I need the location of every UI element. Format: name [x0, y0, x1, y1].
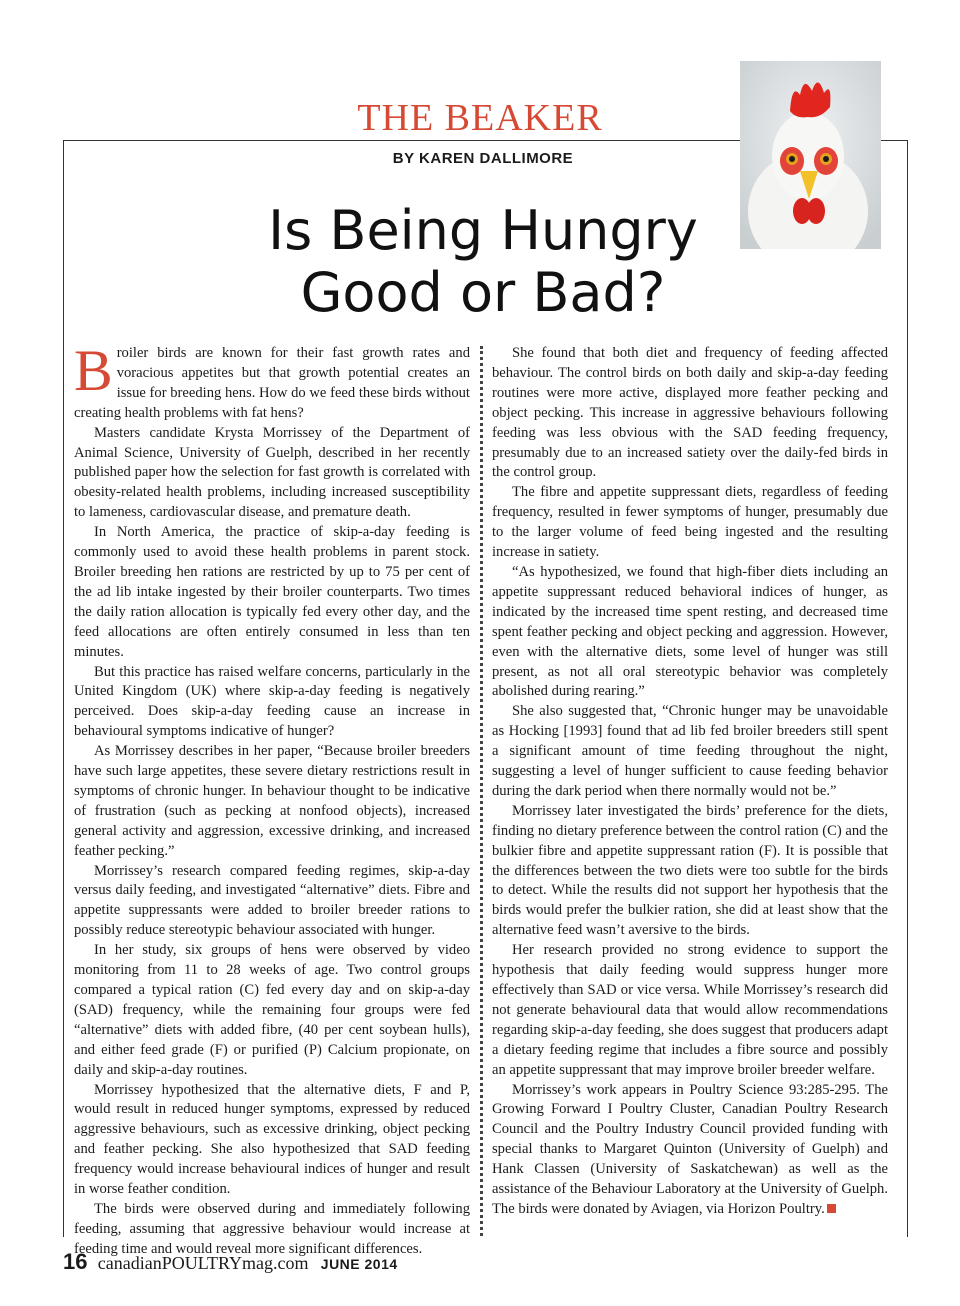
paragraph: She also suggested that, “Chronic hunger may be unavoidable as Hocking [1993] found that ad lib fed broiler breeders still spent a significant amount of time feeding throughout the night, suggesting a level of hunger sufficient to cause feeding behavior during the dark period when there normally would not be.”: [492, 703, 888, 799]
paragraph: Morrissey later investigated the birds’ preference for the diets, finding no dietary preference between the control ration (C) and the bulkier fibre and appetite suppressant ration (F). It is possible that the differences between the two diets were too subtle for the birds to detect. While the results did not support her hypothesis that the birds would prefer the bulkier ration, she did at least show that the alternative feed wasn’t aversive to the birds.: [492, 802, 888, 939]
paragraph: Masters candidate Krysta Morrissey of the Department of Animal Science, University of Guelph, described in her recently published paper how the selection for fast growth is correlated with obesity-related health problems, including increased susceptibility to lameness, cardiovascular disease, and premature death.: [74, 424, 470, 521]
paragraph-text: Morrissey’s work appears in Poultry Science 93:285-295. The Growing Forward I Poultry Cluster, Canadian Poultry Research Council and the Poultry Industry Council provided funding with special thanks to Margaret Quinton (University of Guelph) and Hank Classen (University of Saskatchewan) as well as the assistance of the Behaviour Laboratory at the University of Guelph. The birds were donated by Aviagen, via Horizon Poultry.: [492, 1081, 888, 1217]
right-column: [492, 344, 888, 1220]
paragraph: As Morrissey describes in her paper, “Because broiler breeders have such large appetites, these severe dietary restrictions result in symptoms of chronic hunger. In behaviour thought to be indicative of frustration (such as pecking at nonfood objects), increased general activity and aggression, excessive drinking, and increased feather pecking.”: [74, 743, 470, 859]
magazine-domain: canadianPOULTRYmag.com: [97, 1253, 309, 1273]
paragraph: But this practice has raised welfare concerns, particularly in the United Kingdom (UK) where skip-a-day feeding is negatively perceived. Does skip-a-day feeding cause an increase in behavioural symptoms indicative of hunger?: [74, 663, 470, 740]
paragraph: Her research provided no strong evidence to support the hypothesis that daily feeding would suppress hunger more effectively than SAD or vice versa. While Morrissey’s research did not generate behavioural data that would allow recommendations regarding skip-a-day feeding, she does suggest that producers adapt a dietary feeding regime that includes a fibre source and possibly an appetite suppressant that may improve broiler breeder welfare.: [492, 942, 888, 1078]
headline-line-2: Good or Bad?: [300, 261, 666, 324]
drop-cap: B: [74, 338, 113, 403]
page-number: 16: [63, 1249, 88, 1274]
section-title-text: THE BEAKER: [347, 97, 612, 139]
paragraph: The birds were observed during and immediately following feeding, assuming that aggressive behaviour would increase at feeding time and would reveal more significant differences.: [74, 1200, 470, 1257]
headline-line-1: Is Being Hungry: [268, 199, 698, 262]
issue-date: JUNE 2014: [320, 1256, 398, 1272]
paragraph: [492, 1081, 888, 1220]
paragraph: The fibre and appetite suppressant diets, regardless of feeding frequency, resulted in fewer symptoms of hunger, presumably due to the larger volume of feed being ingested and the resulting increase in satiety.: [492, 484, 888, 561]
paragraph: [74, 338, 470, 424]
paragraph: Morrissey’s research compared feeding regimes, skip-a-day versus daily feeding, and investigated “alternative” diets. Fibre and appetite suppressants were added to broiler breeder rations to possibly reduce stereotypic behaviour associated with hunger.: [74, 862, 470, 939]
left-column: [74, 338, 470, 1260]
rooster-photo-icon: [740, 61, 881, 249]
paragraph: Morrissey hypothesized that the alternative diets, F and P, would result in reduced hunger symptoms, expressed by reduced aggressive behaviours, such as excessive drinking, object pecking and feather pecking. She also hypothesized that SAD feeding frequency would increase behavioural indices of hunger and result in worse feather condition.: [74, 1081, 470, 1198]
paragraph-text: roiler birds are known for their fast growth rates and voracious appetites but that growth potential creates an issue for breeding hens. How do we feed these birds without creating health problems with fat hens?: [74, 345, 470, 421]
end-mark-icon: [827, 1204, 836, 1213]
column-divider: [480, 346, 483, 1236]
byline: BY KAREN DALLIMORE: [392, 150, 574, 167]
paragraph: She found that both diet and frequency of feeding affected behaviour. The control birds on both daily and skip-a-day feeding routines were more active, displayed more feather pecking and object pecking. This increase in aggressive behaviours following feeding was less obvious with the SAD feeding frequency, presumably due to an increased satiety over the daily-fed birds in the control group.: [492, 345, 888, 481]
paragraph: In North America, the practice of skip-a-day feeding is commonly used to avoid these health problems in parent stock. Broiler breeding hen rations are restricted by up to 75 per cent of the ad lib intake ingested by their broiler counterparts. Two times the daily ration allocation is typically fed every other day, and the feed allocations are often entirely consumed in less than ten minutes.: [74, 524, 470, 660]
page-footer: [63, 1249, 398, 1275]
paragraph: In her study, six groups of hens were observed by video monitoring from 11 to 28 weeks of age. Two control groups compared a typical ration (C) fed every day and on skip-a-day (SAD) frequency, while the remaining four groups were fed “alternative” diets with added fibre, (40 per cent soybean hulls), and either feed grade (F) or purified (P) Calcium propionate, on daily and skip-a-day routines.: [74, 942, 470, 1078]
paragraph: “As hypothesized, we found that high-fiber diets including an appetite suppressant reduced behavioral indices of hunger, as indicated by the increased time spent resting, and decreased time spent feather pecking and object pecking and aggression. However, even with the alternative diets, some level of hunger was still present, as not all oral stereotypic behavior was completely abolished during rearing.”: [492, 563, 888, 700]
